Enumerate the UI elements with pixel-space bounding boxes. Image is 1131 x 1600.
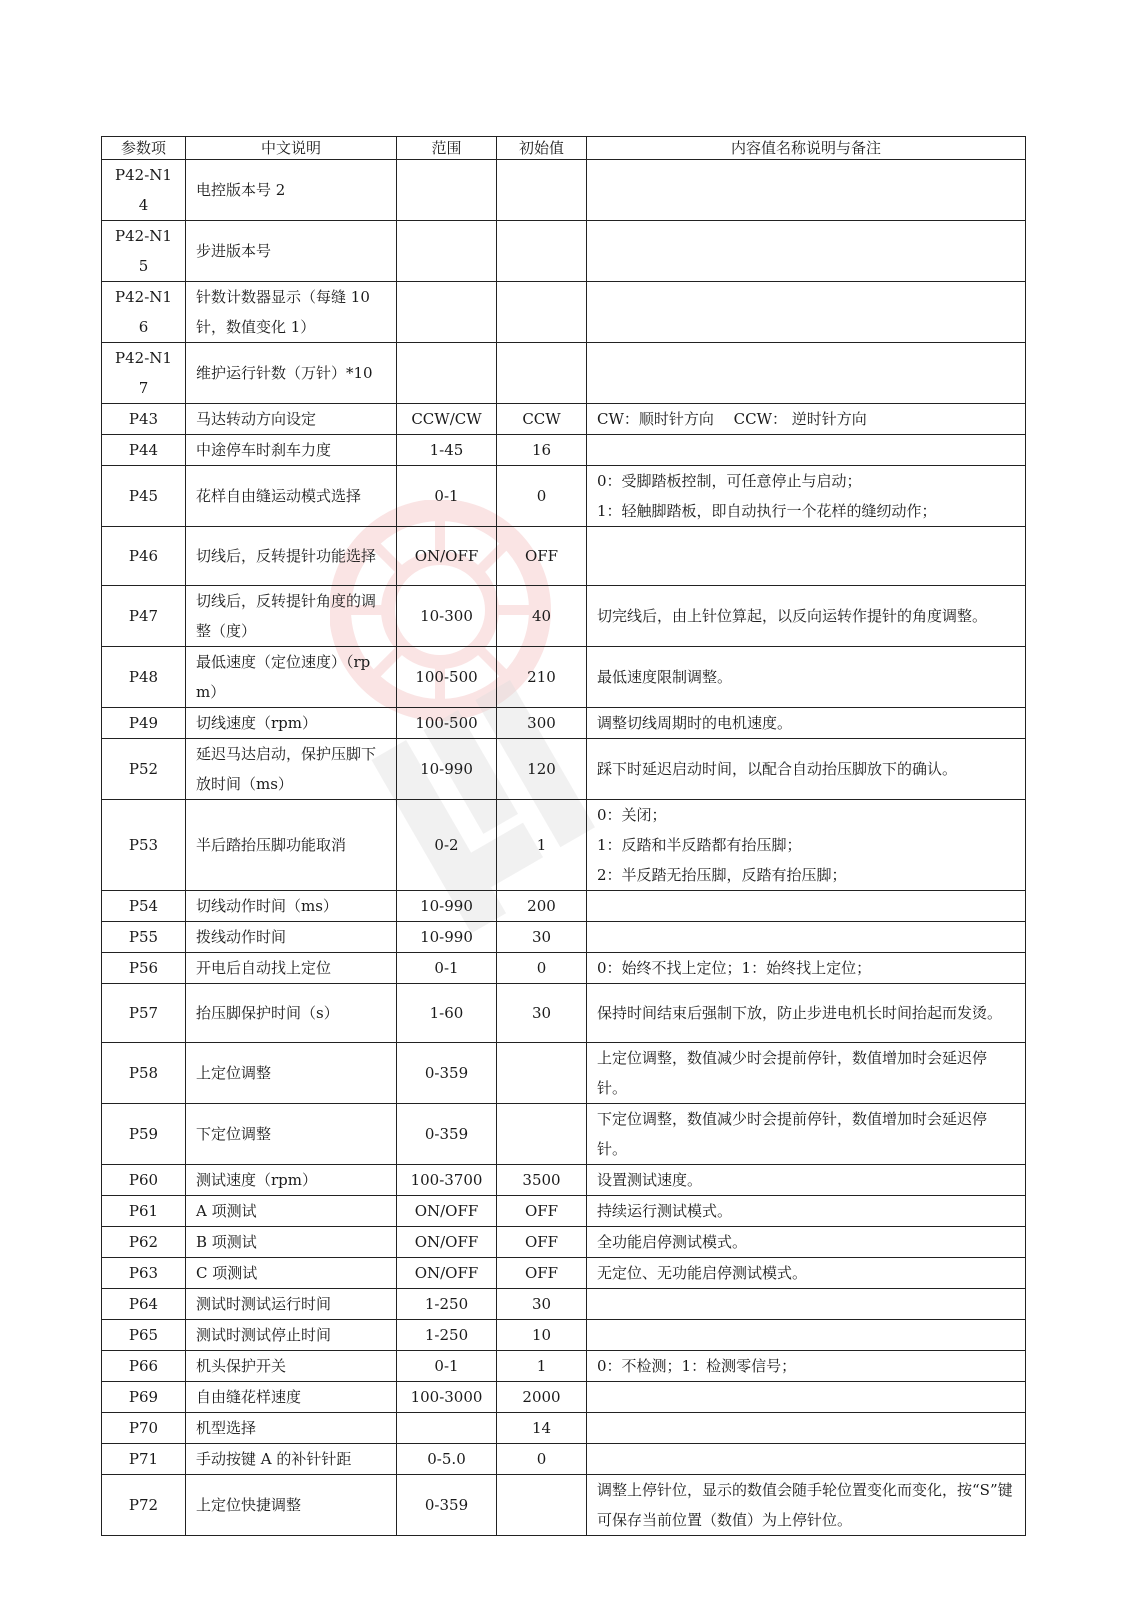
range-cell: 0-359 — [397, 1043, 497, 1104]
table-row — [102, 708, 1026, 739]
param-id-cell: P42-N16 — [102, 282, 186, 343]
range-cell — [397, 160, 497, 221]
default-cell — [497, 282, 587, 343]
table-row — [102, 1227, 1026, 1258]
range-cell — [397, 221, 497, 282]
description-cell: A 项测试 — [186, 1196, 397, 1227]
table-row — [102, 984, 1026, 1043]
notes-cell — [587, 953, 1026, 984]
note-line: 踩下时延迟启动时间，以配合自动抬压脚放下的确认。 — [597, 760, 958, 778]
range-cell: 100-500 — [397, 708, 497, 739]
notes-cell — [587, 647, 1026, 708]
notes-cell — [587, 1351, 1026, 1382]
notes-cell — [587, 708, 1026, 739]
description-cell: 切线动作时间（ms） — [186, 891, 397, 922]
description-cell: 机头保护开关 — [186, 1351, 397, 1382]
header-range: 范围 — [397, 137, 497, 160]
default-cell: 0 — [497, 953, 587, 984]
param-id-cell: P57 — [102, 984, 186, 1043]
notes-cell — [587, 1444, 1026, 1475]
description-cell: 拨线动作时间 — [186, 922, 397, 953]
default-cell: 14 — [497, 1413, 587, 1444]
notes-cell — [587, 435, 1026, 466]
notes-cell — [587, 1475, 1026, 1536]
description-cell: 切线速度（rpm） — [186, 708, 397, 739]
description-cell: 半后踏抬压脚功能取消 — [186, 800, 397, 891]
table-row — [102, 1258, 1026, 1289]
range-cell: 100-3000 — [397, 1382, 497, 1413]
note-line: 最低速度限制调整。 — [597, 668, 733, 686]
notes-cell — [587, 1165, 1026, 1196]
default-cell: 30 — [497, 922, 587, 953]
param-id-cell: P60 — [102, 1165, 186, 1196]
description-cell: 测试速度（rpm） — [186, 1165, 397, 1196]
table-row — [102, 922, 1026, 953]
notes-cell — [587, 1320, 1026, 1351]
param-id-cell: P59 — [102, 1104, 186, 1165]
param-id-cell: P65 — [102, 1320, 186, 1351]
table-row — [102, 466, 1026, 527]
param-id-cell: P44 — [102, 435, 186, 466]
range-cell: 10-990 — [397, 891, 497, 922]
note-line: 1：反踏和半反踏都有抬压脚； — [597, 836, 802, 854]
note-line: 上定位调整，数值减少时会提前停针，数值增加时会延迟停针。 — [597, 1049, 988, 1097]
description-cell: 电控版本号 2 — [186, 160, 397, 221]
default-cell: 210 — [497, 647, 587, 708]
note-line: 设置测试速度。 — [597, 1171, 703, 1189]
range-cell: 100-3700 — [397, 1165, 497, 1196]
table-row — [102, 800, 1026, 891]
default-cell: OFF — [497, 1227, 587, 1258]
param-id-cell: P49 — [102, 708, 186, 739]
default-cell: 30 — [497, 984, 587, 1043]
table-row — [102, 1320, 1026, 1351]
description-cell: 花样自由缝运动模式选择 — [186, 466, 397, 527]
notes-cell — [587, 527, 1026, 586]
header-default: 初始值 — [497, 137, 587, 160]
note-line: 2：半反踏无抬压脚，反踏有抬压脚； — [597, 866, 847, 884]
range-cell — [397, 1413, 497, 1444]
notes-cell — [587, 891, 1026, 922]
table-row — [102, 1196, 1026, 1227]
param-id-cell: P52 — [102, 739, 186, 800]
range-cell: ON/OFF — [397, 1196, 497, 1227]
notes-cell — [587, 404, 1026, 435]
param-id-cell: P63 — [102, 1258, 186, 1289]
note-line: 0：不检测；1：检测零信号； — [597, 1357, 797, 1375]
default-cell — [497, 160, 587, 221]
param-id-cell: P61 — [102, 1196, 186, 1227]
description-cell: 针数计数器显示（每缝 10 针，数值变化 1） — [186, 282, 397, 343]
range-cell: 0-1 — [397, 953, 497, 984]
description-cell: B 项测试 — [186, 1227, 397, 1258]
range-cell: 10-300 — [397, 586, 497, 647]
description-cell: C 项测试 — [186, 1258, 397, 1289]
description-cell: 下定位调整 — [186, 1104, 397, 1165]
description-cell: 延迟马达启动，保护压脚下放时间（ms） — [186, 739, 397, 800]
param-id-cell: P64 — [102, 1289, 186, 1320]
default-cell: 0 — [497, 466, 587, 527]
note-line: 0：受脚踏板控制，可任意停止与启动； — [597, 472, 862, 490]
table-row — [102, 1289, 1026, 1320]
header-description: 中文说明 — [186, 137, 397, 160]
notes-cell — [587, 343, 1026, 404]
table-row — [102, 1104, 1026, 1165]
range-cell — [397, 343, 497, 404]
default-cell — [497, 1475, 587, 1536]
table-row — [102, 527, 1026, 586]
table-row — [102, 435, 1026, 466]
description-cell: 马达转动方向设定 — [186, 404, 397, 435]
notes-cell — [587, 1104, 1026, 1165]
table-row — [102, 160, 1026, 221]
notes-cell — [587, 800, 1026, 891]
notes-cell — [587, 282, 1026, 343]
description-cell: 切线后，反转提针角度的调整（度） — [186, 586, 397, 647]
default-cell: OFF — [497, 527, 587, 586]
range-cell: ON/OFF — [397, 1227, 497, 1258]
notes-cell — [587, 1413, 1026, 1444]
table-row — [102, 1351, 1026, 1382]
param-id-cell: P42-N14 — [102, 160, 186, 221]
param-id-cell: P47 — [102, 586, 186, 647]
range-cell: 100-500 — [397, 647, 497, 708]
note-line: 切完线后，由上针位算起，以反向运转作提针的角度调整。 — [597, 607, 988, 625]
notes-cell — [587, 1289, 1026, 1320]
notes-cell — [587, 1227, 1026, 1258]
description-cell: 步进版本号 — [186, 221, 397, 282]
range-cell: 1-250 — [397, 1289, 497, 1320]
range-cell: ON/OFF — [397, 1258, 497, 1289]
table-body — [102, 160, 1026, 1536]
param-id-cell: P70 — [102, 1413, 186, 1444]
default-cell: 300 — [497, 708, 587, 739]
table-row — [102, 647, 1026, 708]
default-cell: 16 — [497, 435, 587, 466]
notes-cell — [587, 160, 1026, 221]
default-cell — [497, 1043, 587, 1104]
description-cell: 测试时测试运行时间 — [186, 1289, 397, 1320]
note-line: 0：关闭； — [597, 806, 667, 824]
table-row — [102, 1413, 1026, 1444]
table-row — [102, 891, 1026, 922]
description-cell: 上定位调整 — [186, 1043, 397, 1104]
note-line: 全功能启停测试模式。 — [597, 1233, 748, 1251]
param-id-cell: P46 — [102, 527, 186, 586]
default-cell: CCW — [497, 404, 587, 435]
default-cell: 120 — [497, 739, 587, 800]
range-cell: 0-359 — [397, 1104, 497, 1165]
note-line: 无定位、无功能启停测试模式。 — [597, 1264, 808, 1282]
range-cell: CCW/CW — [397, 404, 497, 435]
notes-cell — [587, 1196, 1026, 1227]
note-line: 下定位调整，数值减少时会提前停针，数值增加时会延迟停针。 — [597, 1110, 988, 1158]
description-cell: 手动按键 A 的补针针距 — [186, 1444, 397, 1475]
range-cell: 0-5.0 — [397, 1444, 497, 1475]
default-cell: 200 — [497, 891, 587, 922]
note-line: 0：始终不找上定位；1：始终找上定位； — [597, 959, 872, 977]
range-cell: 1-45 — [397, 435, 497, 466]
param-id-cell: P54 — [102, 891, 186, 922]
param-id-cell: P48 — [102, 647, 186, 708]
table-row — [102, 1382, 1026, 1413]
range-cell: 1-250 — [397, 1320, 497, 1351]
param-id-cell: P42-N15 — [102, 221, 186, 282]
table-row — [102, 953, 1026, 984]
table-row — [102, 404, 1026, 435]
param-id-cell: P72 — [102, 1475, 186, 1536]
description-cell: 机型选择 — [186, 1413, 397, 1444]
note-line: 保持时间结束后强制下放，防止步进电机长时间抬起而发烫。 — [597, 1004, 1003, 1022]
range-cell: 0-1 — [397, 466, 497, 527]
param-id-cell: P53 — [102, 800, 186, 891]
default-cell: OFF — [497, 1196, 587, 1227]
default-cell: OFF — [497, 1258, 587, 1289]
description-cell: 开电后自动找上定位 — [186, 953, 397, 984]
description-cell: 最低速度（定位速度）（rpm） — [186, 647, 397, 708]
table-row — [102, 282, 1026, 343]
param-id-cell: P62 — [102, 1227, 186, 1258]
notes-cell — [587, 1258, 1026, 1289]
range-cell — [397, 282, 497, 343]
default-cell: 1 — [497, 1351, 587, 1382]
default-cell — [497, 1104, 587, 1165]
table-row — [102, 1475, 1026, 1536]
table-row — [102, 1444, 1026, 1475]
param-id-cell: P69 — [102, 1382, 186, 1413]
default-cell: 2000 — [497, 1382, 587, 1413]
param-id-cell: P45 — [102, 466, 186, 527]
param-id-cell: P71 — [102, 1444, 186, 1475]
note-line: 调整切线周期时的电机速度。 — [597, 714, 793, 732]
note-line: 调整上停针位，显示的数值会随手轮位置变化而变化，按“S”键可保存当前位置（数值）为上停针位。 — [597, 1481, 1013, 1529]
notes-cell — [587, 1382, 1026, 1413]
default-cell: 3500 — [497, 1165, 587, 1196]
header-param: 参数项 — [102, 137, 186, 160]
description-cell: 自由缝花样速度 — [186, 1382, 397, 1413]
param-id-cell: P55 — [102, 922, 186, 953]
notes-cell — [587, 739, 1026, 800]
range-cell: 0-1 — [397, 1351, 497, 1382]
range-cell: 10-990 — [397, 739, 497, 800]
description-cell: 测试时测试停止时间 — [186, 1320, 397, 1351]
notes-cell — [587, 466, 1026, 527]
parameter-table — [101, 136, 1026, 1536]
notes-cell — [587, 922, 1026, 953]
range-cell: 1-60 — [397, 984, 497, 1043]
table-row — [102, 221, 1026, 282]
default-cell: 0 — [497, 1444, 587, 1475]
notes-cell — [587, 984, 1026, 1043]
range-cell: 0-359 — [397, 1475, 497, 1536]
default-cell — [497, 343, 587, 404]
param-id-cell: P56 — [102, 953, 186, 984]
table-row — [102, 1043, 1026, 1104]
default-cell: 10 — [497, 1320, 587, 1351]
range-cell: ON/OFF — [397, 527, 497, 586]
description-cell: 维护运行针数（万针）*10 — [186, 343, 397, 404]
note-line: 1：轻触脚踏板，即自动执行一个花样的缝纫动作； — [597, 502, 937, 520]
notes-cell — [587, 1043, 1026, 1104]
note-line: 持续运行测试模式。 — [597, 1202, 733, 1220]
header-notes: 内容值名称说明与备注 — [587, 137, 1026, 160]
notes-cell — [587, 221, 1026, 282]
default-cell: 40 — [497, 586, 587, 647]
range-cell: 0-2 — [397, 800, 497, 891]
note-line: CW：顺时针方向 CCW： 逆时针方向 — [597, 410, 867, 428]
notes-cell — [587, 586, 1026, 647]
description-cell: 切线后，反转提针功能选择 — [186, 527, 397, 586]
table-row — [102, 343, 1026, 404]
range-cell: 10-990 — [397, 922, 497, 953]
param-id-cell: P42-N17 — [102, 343, 186, 404]
param-id-cell: P66 — [102, 1351, 186, 1382]
table-header — [102, 137, 1026, 160]
param-id-cell: P43 — [102, 404, 186, 435]
table-row — [102, 1165, 1026, 1196]
default-cell — [497, 221, 587, 282]
table-row — [102, 739, 1026, 800]
description-cell: 抬压脚保护时间（s） — [186, 984, 397, 1043]
param-id-cell: P58 — [102, 1043, 186, 1104]
description-cell: 中途停车时刹车力度 — [186, 435, 397, 466]
default-cell: 30 — [497, 1289, 587, 1320]
table-row — [102, 586, 1026, 647]
description-cell: 上定位快捷调整 — [186, 1475, 397, 1536]
default-cell: 1 — [497, 800, 587, 891]
